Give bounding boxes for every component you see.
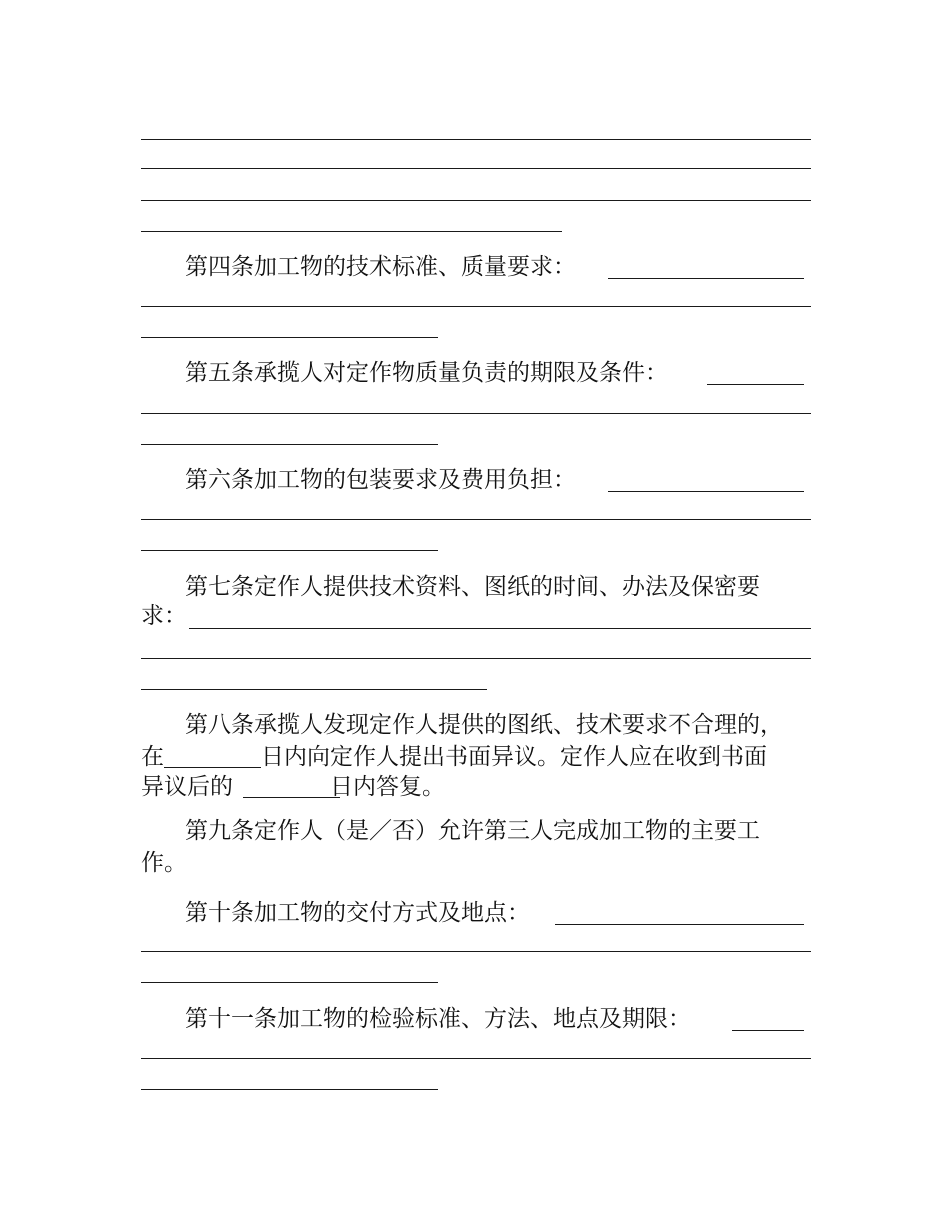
blank-line[interactable]: [141, 306, 811, 307]
clause-4-text: 第四条加工物的技术标准、质量要求：: [185, 254, 576, 280]
clause-8-line-3: [141, 772, 811, 802]
blank-line[interactable]: [141, 689, 487, 690]
clause-7-text-cont: 求：: [141, 603, 187, 629]
blank-line[interactable]: [141, 519, 811, 520]
clause-8-text-c: 异议后的: [141, 774, 233, 800]
clause-11-blank[interactable]: [732, 1030, 804, 1031]
blank-line[interactable]: [141, 444, 438, 445]
blank-line[interactable]: [141, 139, 811, 140]
clause-9-line-1: [185, 816, 811, 846]
clause-9-text: 第九条定作人（是／否）允许第三人完成加工物的主要工: [185, 818, 760, 844]
blank-line[interactable]: [141, 337, 438, 338]
clause-11: [185, 1004, 811, 1034]
clause-8-text-d: 日内答复。: [330, 774, 445, 800]
blank-line[interactable]: [141, 982, 438, 983]
clause-8-days-underline-1: [164, 767, 261, 768]
clause-8-text-a: 在: [141, 744, 164, 770]
clause-7-line-2: [141, 601, 811, 631]
blank-line[interactable]: [141, 658, 811, 659]
clause-8-line-1: [185, 710, 811, 740]
clause-7-blank[interactable]: [189, 628, 811, 629]
clause-7-text: 第七条定作人提供技术资料、图纸的时间、办法及保密要: [185, 574, 760, 600]
clause-9-text-cont: 作。: [141, 850, 187, 876]
clause-5-blank[interactable]: [707, 384, 804, 385]
clause-9-line-2: [141, 848, 811, 878]
clause-4-blank[interactable]: [608, 278, 804, 279]
clause-10-blank[interactable]: [555, 924, 804, 925]
blank-line[interactable]: [141, 550, 438, 551]
clause-11-text: 第十一条加工物的检验标准、方法、地点及期限：: [185, 1006, 691, 1032]
blank-line[interactable]: [141, 231, 562, 232]
blank-line[interactable]: [141, 1058, 811, 1059]
clause-7-line-1: [185, 572, 811, 602]
clause-6-text: 第六条加工物的包装要求及费用负担：: [185, 467, 576, 493]
clause-8-text-b: 日内向定作人提出书面异议。定作人应在收到书面: [261, 744, 767, 770]
clause-8-days-underline-2: [243, 797, 340, 798]
clause-8-text: 第八条承揽人发现定作人提供的图纸、技术要求不合理的，: [185, 712, 783, 738]
clause-5-text: 第五条承揽人对定作物质量负责的期限及条件：: [185, 360, 668, 386]
clause-10-text: 第十条加工物的交付方式及地点：: [185, 900, 530, 926]
blank-line[interactable]: [141, 413, 811, 414]
clause-6-blank[interactable]: [608, 491, 804, 492]
blank-line[interactable]: [141, 168, 811, 169]
blank-line[interactable]: [141, 951, 811, 952]
blank-line[interactable]: [141, 200, 811, 201]
blank-line[interactable]: [141, 1089, 438, 1090]
